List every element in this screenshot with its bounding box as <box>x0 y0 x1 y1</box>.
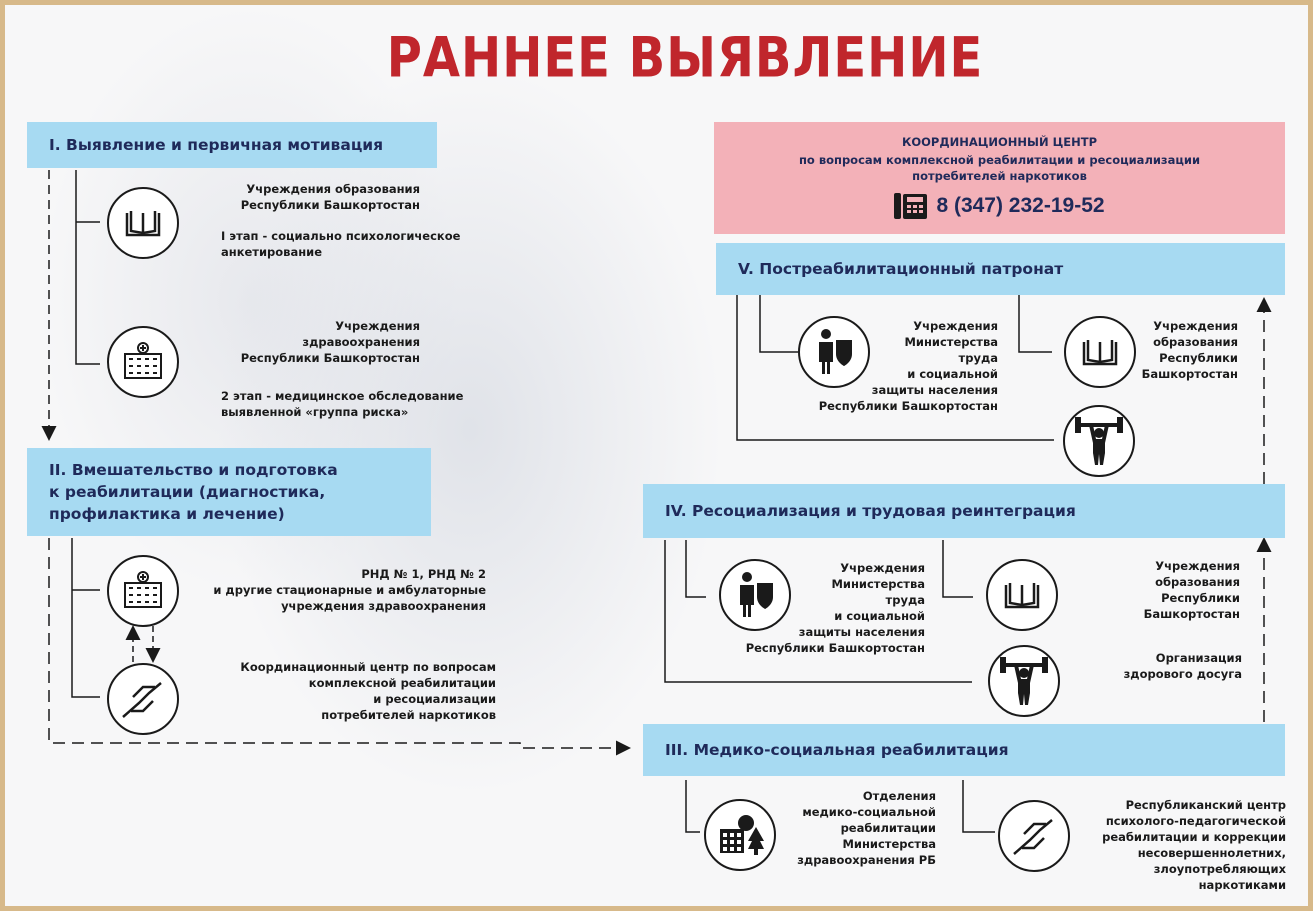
stage-1-header: I. Выявление и первичная мотивация <box>27 122 437 168</box>
coordination-center-phone: 8 (347) 232-19-52 <box>936 194 1105 217</box>
stage-5-header: V. Постреабилитационный патронат <box>716 243 1285 295</box>
stage-1-item-2-org: Учреждения здравоохранения Республики Башкортостан <box>240 319 420 365</box>
stage-1-item-1-org: Учреждения образования Республики Башкортостан <box>240 182 420 212</box>
stage-2-item-1: РНД № 1, РНД № 2 и другие стационарные и амбулаторные учреждения здравоохранения <box>213 567 486 613</box>
coordination-center-subtitle: по вопросам комплексной реабилитации и ресоциализации потребителей наркотиков <box>798 153 1201 183</box>
book-icon <box>107 187 179 259</box>
coordination-center-title: КООРДИНАЦИОННЫЙ ЦЕНТР <box>901 135 1098 149</box>
stage-2-header: II. Вмешательство и подготовка к реабилитации (диагностика, профилактика и лечение) <box>27 448 431 536</box>
stage-2-item-2: Координационный центр по вопросам комплексной реабилитации и ресоциализации потребителей наркотиков <box>240 660 496 722</box>
hospital-icon <box>107 555 179 627</box>
hospital-tree-icon <box>704 799 776 871</box>
book-icon <box>1064 316 1136 388</box>
weightlifter-icon <box>988 645 1060 717</box>
stage-4-item-1: Учреждения Министерства труда и социальной защиты населения Республики Башкортостан <box>745 561 925 655</box>
stage-3-item-2: Республиканский центр психолого-педагогической реабилитации и коррекции несовершеннолетних, злоупотребляющих наркотиками <box>1102 798 1286 892</box>
book-icon <box>986 559 1058 631</box>
page-title: РАННЕЕ ВЫЯВЛЕНИЕ <box>386 25 984 91</box>
stage-3-header: III. Медико-социальная реабилитация <box>643 724 1285 776</box>
stage-4-header: IV. Ресоциализация и трудовая реинтеграция <box>643 484 1285 538</box>
coordination-center-box <box>714 122 1285 234</box>
stage-4-item-2: Учреждения образования Республики Башкортостан <box>1143 559 1240 621</box>
phone-icon <box>894 191 928 221</box>
helping-hands-icon <box>998 800 1070 872</box>
hospital-icon <box>107 326 179 398</box>
stage-1-item-1-step: I этап - социально психологическое анкетирование <box>221 229 461 259</box>
helping-hands-icon <box>107 663 179 735</box>
stage-3-item-1: Отделения медико-социальной реабилитации Министерства здравоохранения РБ <box>797 789 936 867</box>
weightlifter-icon <box>1063 405 1135 477</box>
stage-5-item-2: Учреждения образования Республики Башкортостан <box>1141 319 1238 381</box>
stage-4-item-3: Организация здорового досуга <box>1123 651 1242 681</box>
stage-1-item-2-step: 2 этап - медицинское обследование выявленной «группа риска» <box>221 389 464 419</box>
stage-5-item-1: Учреждения Министерства труда и социальной защиты населения Республики Башкортостан <box>818 319 998 413</box>
